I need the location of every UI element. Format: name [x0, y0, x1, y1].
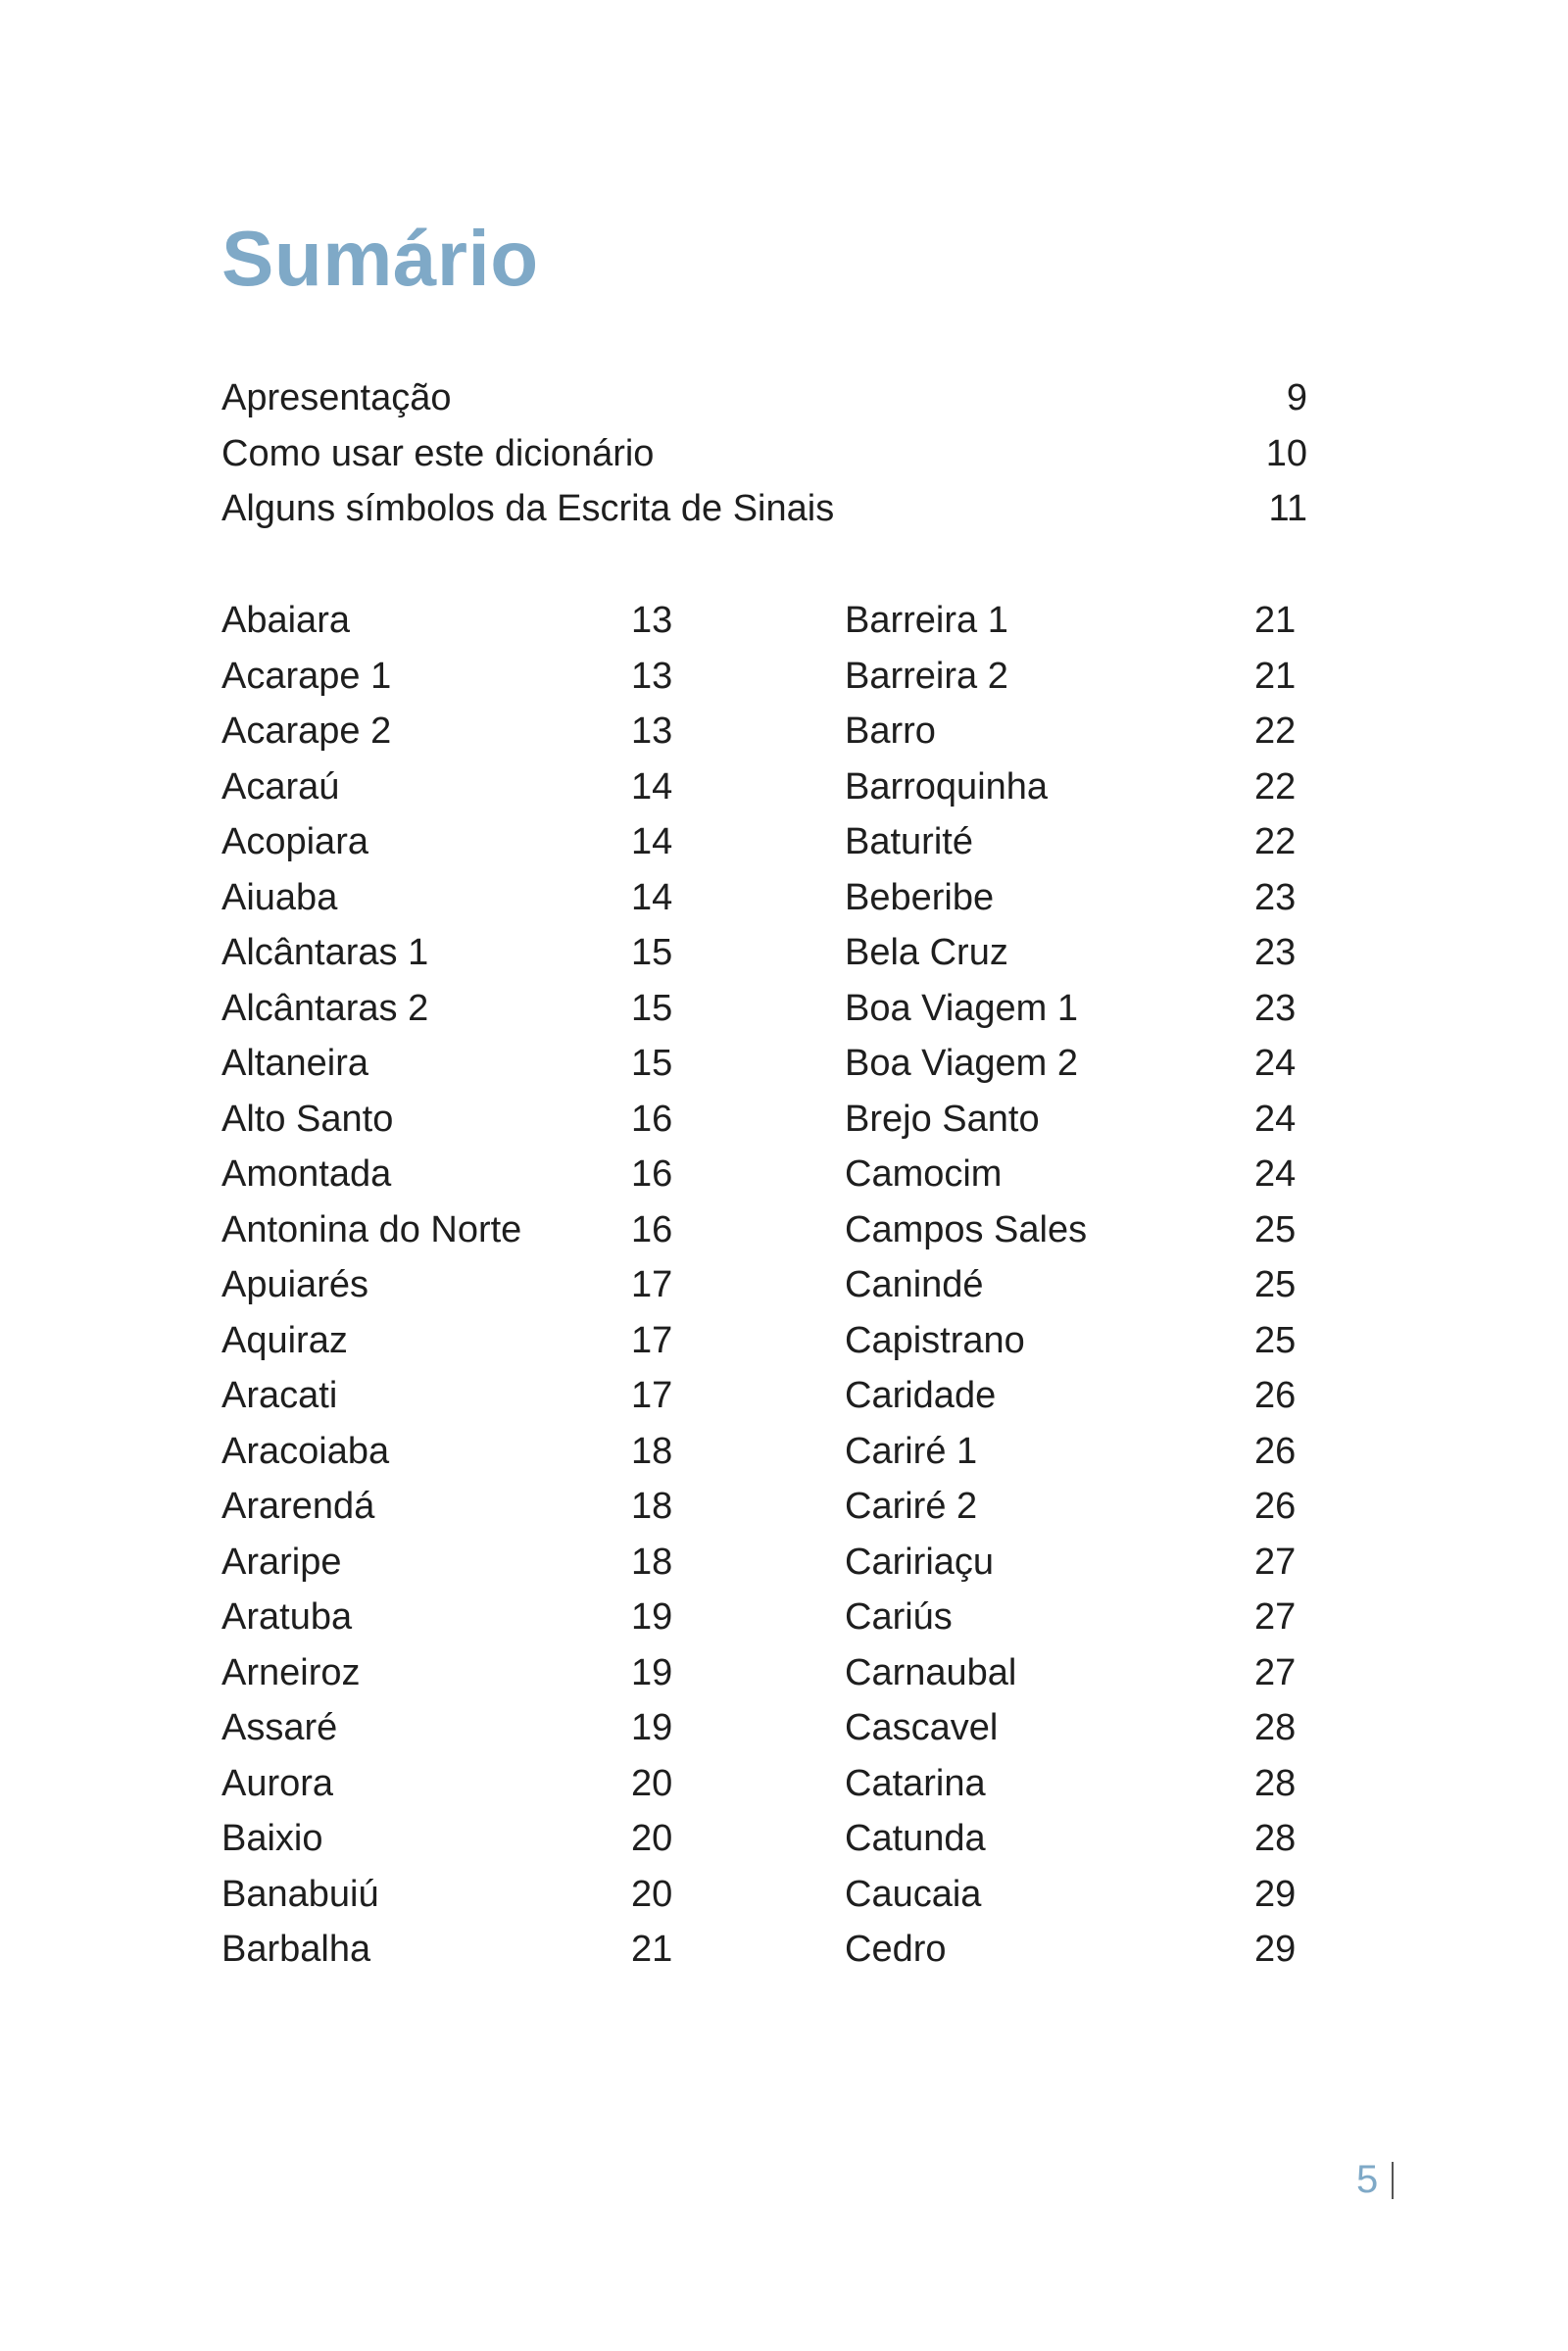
toc-entry[interactable]: [221, 649, 690, 705]
toc-entry-page: 25: [1254, 1208, 1297, 1250]
toc-entry-page: 28: [1254, 1707, 1297, 1748]
toc-entry[interactable]: [845, 1479, 1313, 1535]
toc-entry-page: 21: [1254, 600, 1297, 641]
toc-entry-label: Acarape 1: [221, 655, 392, 697]
toc-entry[interactable]: [221, 1257, 690, 1313]
toc-entry-label: Alcântaras 1: [221, 932, 429, 973]
toc-entry-label: Amontada: [221, 1153, 392, 1195]
toc-entry-page: 20: [631, 1818, 673, 1859]
toc-entry[interactable]: [221, 704, 690, 759]
toc-entry-label: Cascavel: [845, 1707, 999, 1748]
toc-entry[interactable]: [845, 1092, 1313, 1148]
toc-entry-label: Barreira 1: [845, 600, 1008, 641]
toc-entry-page: 24: [1254, 1098, 1297, 1140]
toc-entry-label: Apuiarés: [221, 1264, 368, 1305]
toc-entry-page: 25: [1254, 1319, 1297, 1361]
toc-entry-page: 11: [1268, 488, 1307, 529]
toc-entry-label: Antonina do Norte: [221, 1208, 522, 1250]
toc-entry-page: 15: [631, 987, 673, 1029]
toc-entry[interactable]: [221, 1535, 690, 1591]
toc-entry[interactable]: [221, 759, 690, 815]
toc-entry-label: Araripe: [221, 1541, 342, 1583]
toc-entry-label: Catunda: [845, 1818, 986, 1859]
toc-entry[interactable]: [845, 1590, 1313, 1645]
toc-entry-label: Assaré: [221, 1707, 338, 1748]
front-matter-list: [221, 370, 1307, 537]
toc-entry-page: 18: [631, 1430, 673, 1472]
toc-entry[interactable]: [845, 1756, 1313, 1812]
toc-entry-label: Caridade: [845, 1375, 997, 1416]
toc-entry-label: Acopiara: [221, 821, 368, 862]
toc-entry[interactable]: [221, 1424, 690, 1480]
toc-entry-label: Catarina: [845, 1762, 986, 1804]
toc-entry-label: Alcântaras 2: [221, 987, 429, 1029]
toc-entry[interactable]: [845, 1147, 1313, 1202]
toc-entry-label: Caucaia: [845, 1873, 982, 1915]
toc-entry-label: Altaneira: [221, 1043, 368, 1084]
toc-entry-page: 27: [1254, 1651, 1297, 1693]
toc-entry-label: Acaraú: [221, 765, 340, 808]
toc-entry[interactable]: [845, 1811, 1313, 1867]
toc-entry-label: Aracoiaba: [221, 1430, 390, 1472]
toc-entry-page: 25: [1254, 1264, 1297, 1305]
toc-entry-label: Cariré 1: [845, 1430, 978, 1472]
toc-entry-page: 13: [631, 710, 673, 752]
toc-entry[interactable]: [845, 1645, 1313, 1701]
toc-entry-page: 14: [631, 821, 673, 862]
toc-entry-label: Barro: [845, 710, 936, 752]
toc-entry[interactable]: [845, 1368, 1313, 1424]
toc-entry-page: 22: [1254, 710, 1297, 752]
toc-entry-page: 18: [631, 1541, 673, 1583]
toc-entry[interactable]: [221, 593, 690, 649]
toc-entry-label: Aurora: [221, 1762, 334, 1804]
toc-entry-page: 15: [631, 932, 673, 973]
toc-entry-label: Camocim: [845, 1153, 1003, 1195]
toc-entry-label: Cariré 2: [845, 1486, 978, 1527]
toc-entry[interactable]: [845, 1257, 1313, 1313]
toc-entry[interactable]: [845, 649, 1313, 705]
toc-entry[interactable]: [845, 870, 1313, 926]
toc-entry[interactable]: [845, 1700, 1313, 1756]
toc-entry-page: 14: [631, 876, 673, 918]
toc-entry[interactable]: [221, 1479, 690, 1535]
toc-entry-page: 20: [631, 1873, 673, 1915]
toc-entry[interactable]: [845, 1036, 1313, 1092]
toc-entry-label: Aracati: [221, 1375, 338, 1416]
toc-entry-page: 29: [1254, 1929, 1297, 1970]
toc-entry-page: 17: [631, 1319, 673, 1361]
toc-entry-page: 26: [1254, 1430, 1297, 1472]
toc-entry[interactable]: [845, 814, 1313, 870]
toc-entry[interactable]: [221, 1368, 690, 1424]
toc-entry-page: 19: [631, 1651, 673, 1693]
toc-entry-page: 17: [631, 1375, 673, 1416]
toc-entry[interactable]: [221, 1811, 690, 1867]
toc-entry[interactable]: [845, 1424, 1313, 1480]
toc-entry-label: Canindé: [845, 1264, 984, 1305]
toc-entry-label: Ararendá: [221, 1486, 375, 1527]
toc-entry-page: 28: [1254, 1762, 1297, 1804]
toc-entry-label: Bela Cruz: [845, 932, 1008, 973]
toc-entry-label: Apresentação: [221, 377, 452, 418]
toc-entry[interactable]: [221, 870, 690, 926]
toc-entry[interactable]: [221, 1922, 690, 1978]
toc-entry-label: Cariús: [845, 1596, 953, 1638]
toc-entry[interactable]: [221, 1700, 690, 1756]
toc-entry-page: 9: [1286, 377, 1307, 418]
toc-entry-page: 13: [631, 600, 673, 641]
toc-entry-label: Barroquinha: [845, 765, 1049, 808]
toc-entry-page: 21: [1254, 655, 1297, 697]
toc-entry-label: Alto Santo: [221, 1098, 394, 1140]
toc-entry-label: Arneiroz: [221, 1651, 361, 1693]
toc-entry-page: 24: [1254, 1153, 1297, 1195]
toc-entry[interactable]: [221, 426, 1307, 482]
toc-entry[interactable]: [221, 1645, 690, 1701]
toc-entry[interactable]: [221, 1092, 690, 1148]
toc-entry-label: Abaiara: [221, 600, 350, 641]
toc-entry[interactable]: [221, 1756, 690, 1812]
toc-entry-page: 22: [1254, 765, 1297, 808]
toc-entry[interactable]: [845, 1922, 1313, 1978]
toc-entry-page: 18: [631, 1486, 673, 1527]
toc-entry-label: Capistrano: [845, 1319, 1025, 1361]
toc-entry-label: Beberibe: [845, 876, 995, 918]
toc-entry-label: Carnaubal: [845, 1651, 1017, 1693]
toc-entry[interactable]: [221, 1036, 690, 1092]
toc-entry[interactable]: [845, 925, 1313, 981]
toc-entry-page: 29: [1254, 1873, 1297, 1915]
toc-entry-label: Brejo Santo: [845, 1098, 1040, 1140]
toc-entry-label: Baixio: [221, 1818, 323, 1859]
toc-entry[interactable]: [221, 370, 1307, 426]
toc-entry[interactable]: [845, 1313, 1313, 1369]
toc-entry[interactable]: [221, 481, 1307, 537]
toc-entry-page: 27: [1254, 1596, 1297, 1638]
toc-entry-page: 22: [1254, 821, 1297, 862]
toc-entry[interactable]: [221, 814, 690, 870]
toc-entry-label: Aratuba: [221, 1596, 353, 1638]
toc-entry[interactable]: [845, 593, 1313, 649]
toc-entry[interactable]: [845, 1202, 1313, 1258]
toc-entry-label: Campos Sales: [845, 1208, 1088, 1250]
toc-entry-label: Barreira 2: [845, 655, 1008, 697]
toc-entry-page: 21: [631, 1929, 673, 1970]
toc-entry-page: 14: [631, 765, 673, 808]
toc-entry-page: 16: [631, 1208, 673, 1250]
toc-entry-page: 17: [631, 1264, 673, 1305]
toc-entry-label: Caririaçu: [845, 1541, 995, 1583]
toc-entry-label: Acarape 2: [221, 710, 392, 752]
toc-entry-page: 16: [631, 1098, 673, 1140]
toc-entry-label: Boa Viagem 2: [845, 1043, 1079, 1084]
page-number: 5: [1356, 2158, 1379, 2201]
toc-entry[interactable]: [221, 1590, 690, 1645]
toc-entry[interactable]: [845, 981, 1313, 1037]
toc-entry-label: Alguns símbolos da Escrita de Sinais: [221, 488, 835, 529]
toc-entry-label: Como usar este dicionário: [221, 432, 655, 474]
toc-entry[interactable]: [221, 925, 690, 981]
toc-entry-page: 26: [1254, 1486, 1297, 1527]
toc-entry-page: 16: [631, 1153, 673, 1195]
toc-column-right: [845, 593, 1313, 1978]
toc-entry[interactable]: [221, 1313, 690, 1369]
toc-entry-label: Boa Viagem 1: [845, 987, 1079, 1029]
toc-entry-page: 19: [631, 1707, 673, 1748]
toc-entry-page: 10: [1265, 432, 1307, 474]
toc-entry[interactable]: [845, 1867, 1313, 1923]
toc-entry[interactable]: [221, 1202, 690, 1258]
toc-entry-label: Barbalha: [221, 1929, 371, 1970]
toc-entry[interactable]: [221, 1867, 690, 1923]
toc-column-left: [221, 593, 690, 1978]
page-number-divider: [1392, 2162, 1394, 2199]
toc-entry-page: 23: [1254, 876, 1297, 918]
toc-entry[interactable]: [221, 981, 690, 1037]
toc-entry-page: 13: [631, 655, 673, 697]
toc-entry-page: 23: [1254, 932, 1297, 973]
toc-entry-page: 26: [1254, 1375, 1297, 1416]
toc-entry-page: 23: [1254, 987, 1297, 1029]
toc-entry-page: 24: [1254, 1043, 1297, 1084]
toc-entry-label: Aquiraz: [221, 1319, 348, 1361]
toc-entry-page: 20: [631, 1762, 673, 1804]
toc-entry-page: 28: [1254, 1818, 1297, 1859]
toc-entry-label: Aiuaba: [221, 876, 338, 918]
toc-entry-label: Baturité: [845, 821, 973, 862]
toc-entry-label: Banabuiú: [221, 1873, 379, 1915]
toc-entry-page: 15: [631, 1043, 673, 1084]
toc-entry-page: 19: [631, 1596, 673, 1638]
toc-entry-page: 27: [1254, 1541, 1297, 1583]
toc-entry[interactable]: [845, 759, 1313, 815]
toc-entry[interactable]: [845, 704, 1313, 759]
toc-entry[interactable]: [845, 1535, 1313, 1591]
page-title: Sumário: [221, 215, 539, 302]
toc-entry[interactable]: [221, 1147, 690, 1202]
toc-entry-label: Cedro: [845, 1929, 947, 1970]
